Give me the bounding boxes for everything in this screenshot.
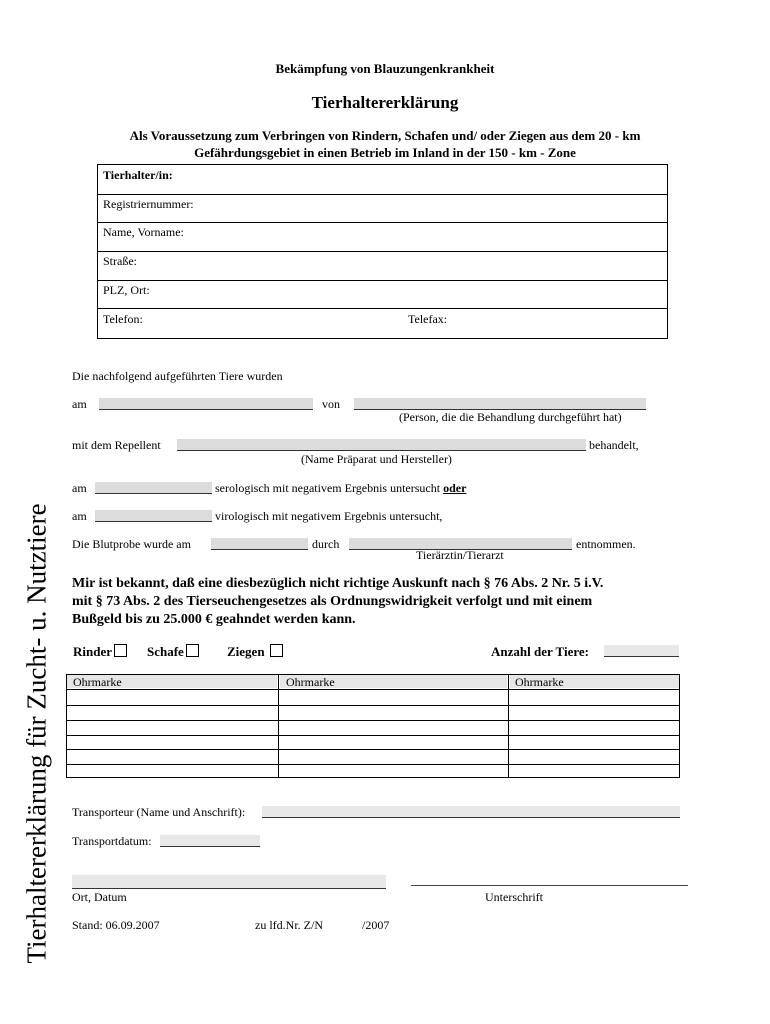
street-field[interactable]: Straße: [103, 254, 137, 268]
oder-text: oder [443, 481, 467, 495]
divider [97, 251, 668, 252]
serology-text: serologisch mit negativem Ergebnis untersucht oder [215, 481, 467, 495]
divider [66, 735, 680, 736]
transport-date-input[interactable] [160, 835, 260, 847]
ear-tag-header-2: Ohrmarke [286, 675, 335, 689]
animal-count-input[interactable] [604, 645, 679, 657]
label-blood-sample: Die Blutprobe wurde am [72, 537, 191, 551]
document-subtitle: Bekämpfung von Blauzungenkrankheit [275, 61, 495, 76]
place-date-input[interactable] [72, 875, 386, 889]
animal-count-label: Anzahl der Tiere: [491, 644, 589, 659]
divider [66, 749, 680, 750]
declaration-line-1: Mir ist bekannt, daß eine diesbezüglich nicht richtige Auskunft nach § 76 Abs. 2 Nr. 5 i.V. [72, 576, 604, 591]
footer-year: /2007 [362, 918, 390, 932]
label-durch: durch [312, 537, 340, 551]
label-am-virology: am [72, 509, 87, 523]
cattle-checkbox[interactable]: Rinder [73, 644, 127, 660]
cattle-checkbox-box[interactable] [114, 644, 127, 657]
person-note: (Person, die die Behandlung durchgeführt hat) [399, 410, 622, 424]
registration-field[interactable]: Registriernummer: [103, 197, 194, 211]
divider [66, 689, 680, 690]
label-am-serology: am [72, 481, 87, 495]
treatment-person-input[interactable] [354, 398, 646, 410]
treatment-date-input[interactable] [99, 398, 313, 410]
footer-stand: Stand: 06.09.2007 [72, 918, 160, 932]
carrier-input[interactable] [262, 806, 680, 818]
place-date-label: Ort, Datum [72, 890, 127, 904]
owner-heading: Tierhalter/in: [103, 168, 173, 182]
goats-checkbox[interactable]: Ziegen [227, 644, 283, 660]
divider [66, 720, 680, 721]
carrier-label: Transporteur (Name und Anschrift): [72, 805, 246, 819]
signature-label: Unterschrift [485, 890, 543, 904]
virology-text: virologisch mit negativem Ergebnis untersucht, [215, 509, 443, 523]
footer-ref: zu lfd.Nr. Z/N [255, 918, 323, 932]
divider [97, 280, 668, 281]
fax-field[interactable]: Telefax: [408, 312, 448, 326]
label-entnommen: entnommen. [576, 537, 636, 551]
serology-date-input[interactable] [95, 482, 212, 494]
declaration-line-3: Bußgeld bis zu 25.000 € geahndet werden kann. [72, 612, 356, 627]
sheep-checkbox-box[interactable] [186, 644, 199, 657]
repellent-input[interactable] [177, 439, 586, 451]
declaration-line-2: mit § 73 Abs. 2 des Tierseuchengesetzes als Ordnungswidrigkeit verfolgt und mit einem [72, 594, 593, 609]
zip-city-field[interactable]: PLZ, Ort: [103, 283, 150, 297]
intro-line-2: Gefährdungsgebiet in einen Betrieb im Inland in der 150 - km - Zone [194, 145, 576, 160]
label-repellent: mit dem Repellent [72, 438, 161, 452]
product-note: (Name Präparat und Hersteller) [301, 452, 452, 466]
divider [66, 705, 680, 706]
label-am: am [72, 397, 87, 411]
treatment-intro: Die nachfolgend aufgeführten Tiere wurden [72, 369, 283, 383]
divider [66, 764, 680, 765]
document-title: Tierhaltererklärung [311, 93, 459, 112]
intro-line-1: Als Voraussetzung zum Verbringen von Rindern, Schafen und/ oder Ziegen aus dem 20 - km [129, 128, 641, 143]
goats-checkbox-box[interactable] [270, 644, 283, 657]
side-title: Tierhaltererklärung für Zucht- u. Nutztiere [21, 503, 52, 964]
signature-line[interactable] [411, 885, 688, 886]
vet-note: Tierärztin/Tierarzt [416, 548, 504, 562]
divider [97, 194, 668, 195]
transport-date-label: Transportdatum: [72, 834, 152, 848]
phone-field[interactable]: Telefon: [103, 312, 143, 326]
label-von: von [322, 397, 340, 411]
virology-date-input[interactable] [95, 510, 212, 522]
name-field[interactable]: Name, Vorname: [103, 225, 184, 239]
divider [97, 222, 668, 223]
blood-sample-date-input[interactable] [211, 538, 308, 550]
divider [97, 308, 668, 309]
sheep-checkbox[interactable]: Schafe [147, 644, 199, 660]
label-behandelt: behandelt, [589, 438, 639, 452]
ear-tag-header-3: Ohrmarke [515, 675, 564, 689]
ear-tag-header-1: Ohrmarke [73, 675, 122, 689]
